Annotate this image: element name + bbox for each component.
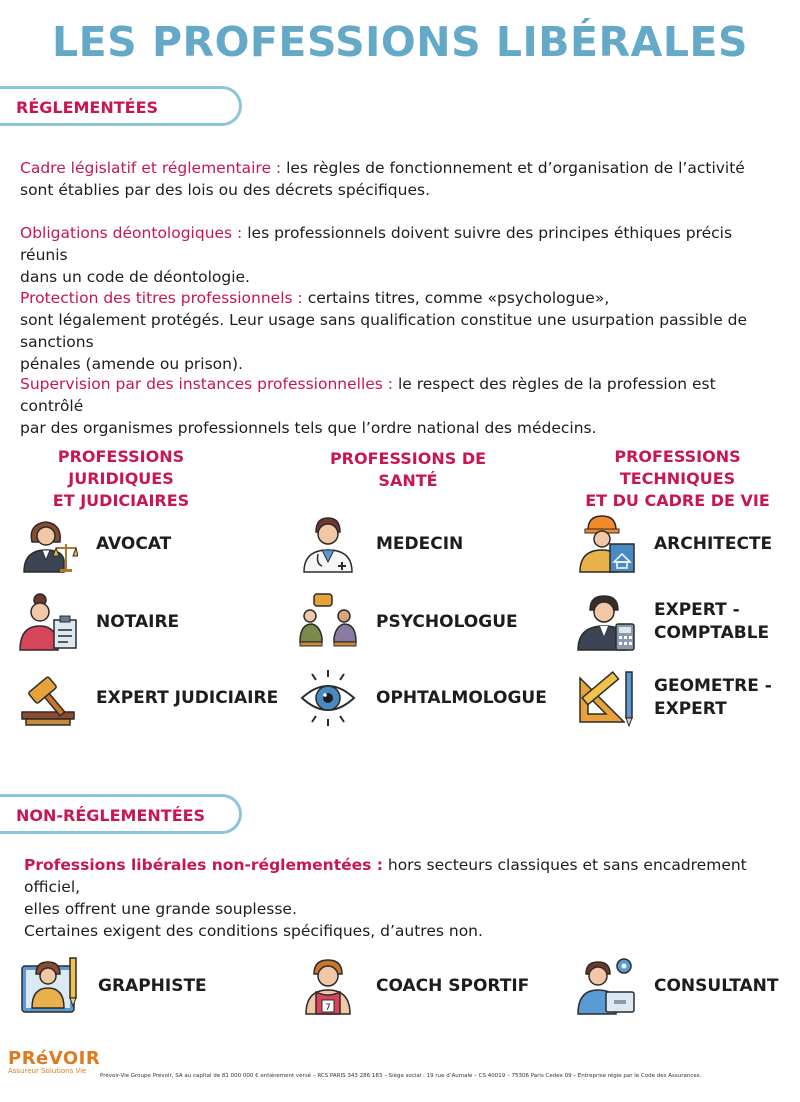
profession-consultant: [576, 956, 778, 1016]
therapy-session-icon: [298, 592, 358, 652]
prevoir-logo: PRéVOIR Assureur Solutions Vie: [8, 1048, 101, 1075]
profession-label: ARCHITECTE: [654, 533, 773, 554]
section-label: NON-RÉGLEMENTÉES: [16, 806, 206, 825]
category-techniques: PROFESSIONS TECHNIQUES ET DU CADRE DE VIE: [585, 447, 770, 510]
lawyer-icon: [18, 514, 78, 574]
profession-geometre-expert: [576, 668, 772, 728]
page-title: LES PROFESSIONS LIBÉRALES: [52, 18, 748, 66]
ruler-triangle-icon: [576, 668, 636, 728]
graphic-designer-icon: [20, 956, 80, 1016]
profession-medecin: [298, 514, 463, 574]
profession-label: GEOMETRE - EXPERT: [654, 676, 772, 719]
profession-label: NOTAIRE: [96, 611, 180, 632]
accountant-icon: [576, 592, 636, 652]
section-tab-reglementees: [0, 86, 242, 126]
profession-label: EXPERT - COMPTABLE: [654, 600, 770, 643]
athlete-icon: [298, 956, 358, 1016]
profession-expert-comptable: [576, 592, 769, 652]
paragraph-supervision: Supervision par des instances professionnelles : le respect des règles de la profession est contrôlé par des organismes professionnels tels que l’ordre national des médecins.: [20, 375, 716, 437]
paragraph-cadre-legislatif: Cadre législatif et réglementaire : les règles de fonctionnement et d’organisation de l’activité sont établies par des lois ou des décrets spécifiques.: [20, 159, 745, 199]
profession-label: AVOCAT: [96, 533, 172, 554]
doctor-icon: [298, 514, 358, 574]
legal-notice: Prévoir-Vie Groupe Prévoir, SA au capital de 81 000 000 € entièrement versé – RCS PARIS 343 286 183 – Siège social : 19 rue d’Aumale – CS 40019 – 75306 Paris Cedex 09 – Entreprise régie par le Code des Assurances.: [100, 1073, 702, 1079]
profession-label: CONSULTANT: [654, 975, 779, 996]
bib-number: 7: [325, 1003, 331, 1013]
profession-avocat: [18, 514, 171, 574]
profession-label: MEDECIN: [376, 533, 464, 554]
notary-icon: [18, 592, 78, 652]
profession-label: GRAPHISTE: [98, 975, 207, 996]
profession-label: COACH SPORTIF: [376, 975, 530, 996]
profession-coach-sportif: [298, 956, 529, 1016]
paragraph-non-reglementees: Professions libérales non-réglementées : hors secteurs classiques et sans encadrement officiel, elles offrent une grande souplesse. Certaines exigent des conditions spécifiques, d’autres non.: [24, 856, 747, 940]
profession-notaire: [18, 592, 179, 652]
paragraph-obligations: Obligations déontologiques : les professionnels doivent suivre des principes éthiques précis réunis dans un code de déontologie.: [20, 224, 733, 286]
profession-label: EXPERT JUDICIAIRE: [96, 687, 279, 708]
section-label: RÉGLEMENTÉES: [16, 98, 159, 117]
profession-expert-judiciaire: [18, 668, 278, 728]
profession-ophtalmologue: [298, 668, 547, 728]
profession-label: OPHTALMOLOGUE: [376, 687, 547, 708]
architect-icon: [576, 514, 636, 574]
profession-label: PSYCHOLOGUE: [376, 611, 518, 632]
paragraph-protection-titres: Protection des titres professionnels : certains titres, comme «psychologue», sont légalement protégés. Leur usage sans qualification constitue une usurpation passible de sanctions pénales (amende ou prison).: [20, 289, 748, 373]
profession-psychologue: [298, 592, 518, 652]
gavel-icon: [18, 668, 78, 728]
category-juridiques: PROFESSIONS JURIDIQUES ET JUDICIAIRES: [52, 447, 190, 510]
consultant-icon: [576, 956, 636, 1016]
profession-graphiste: [20, 956, 207, 1016]
profession-architecte: [576, 514, 772, 574]
eye-icon: [298, 668, 358, 728]
section-tab-non-reglementees: [0, 794, 242, 834]
category-sante: PROFESSIONS DE SANTÉ: [329, 449, 487, 490]
